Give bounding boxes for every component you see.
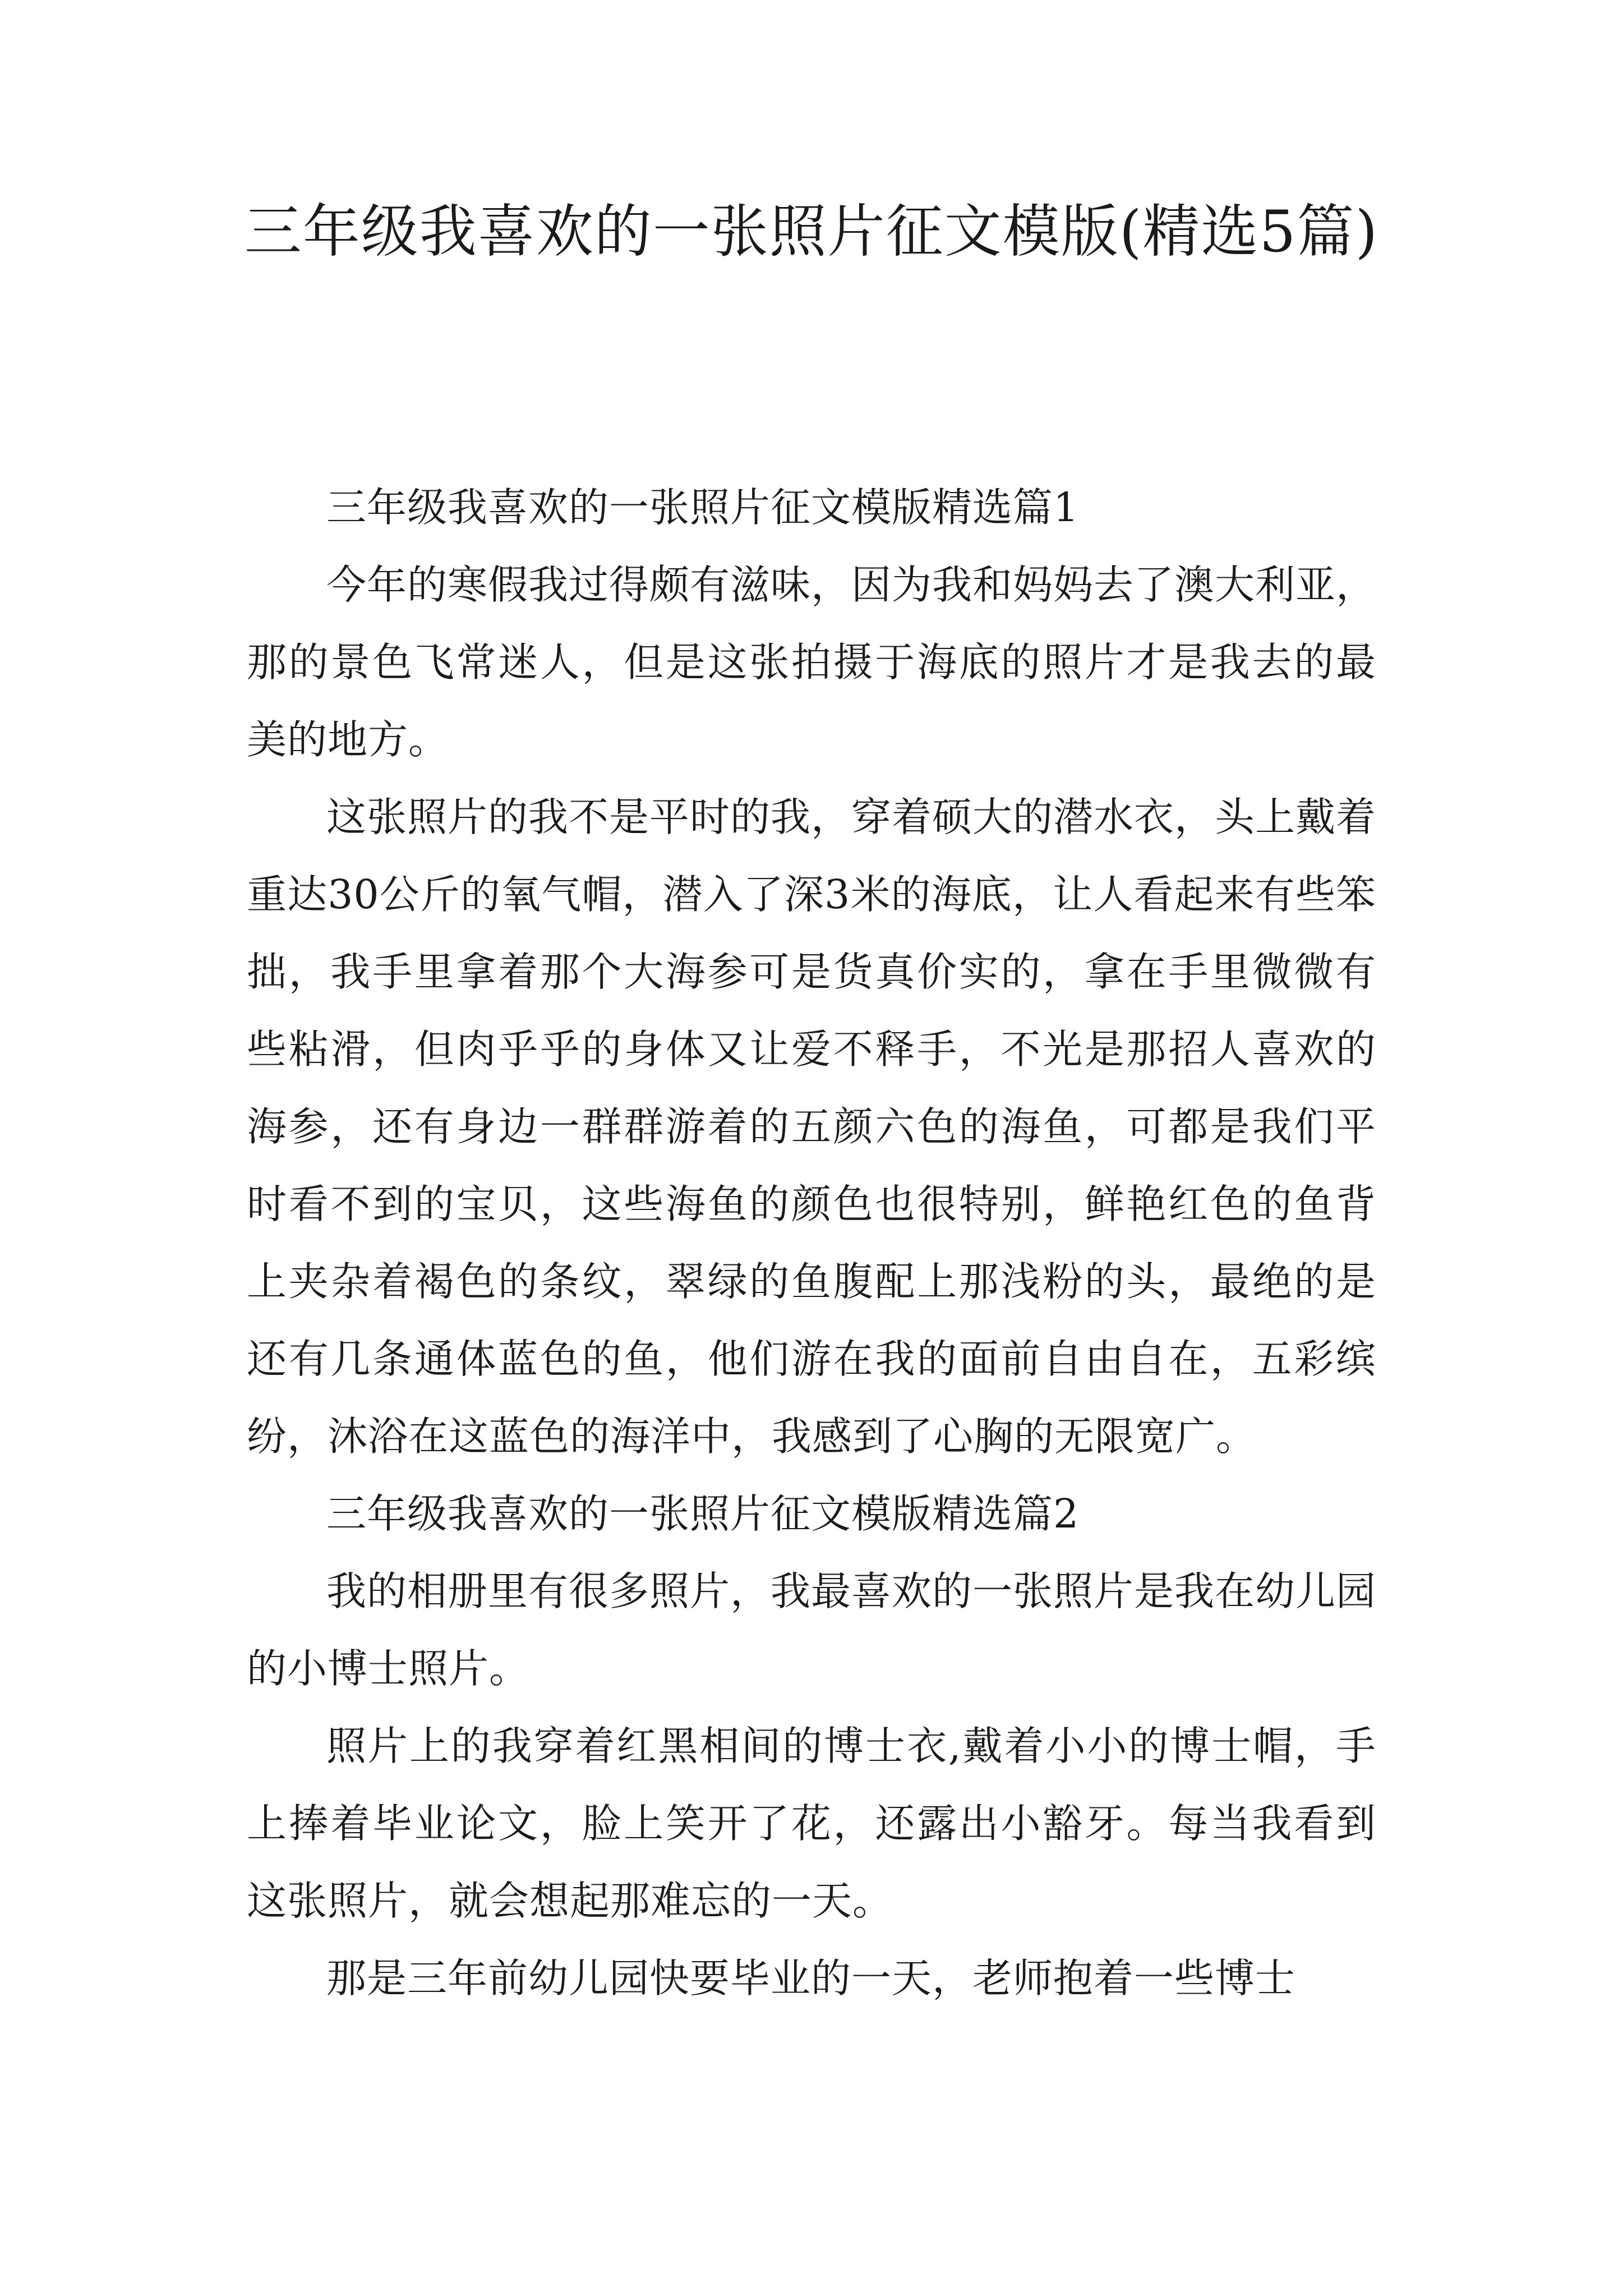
section-heading-1: 三年级我喜欢的一张照片征文模版精选篇1 <box>326 484 1080 531</box>
document-body <box>247 469 1376 2017</box>
paragraph: 那是三年前幼儿园快要毕业的一天，老师抱着一些博士 <box>326 1955 1296 2001</box>
paragraph: 这张照片的我不是平时的我，穿着硕大的潜水衣，头上戴着重达30公斤的氧气帽，潜入了深3米的海底，让人看起来有些笨拙，我手里拿着那个大海参可是货真价实的，拿在手里微微有些粘滑，但肉乎乎的身体又让爱不释手，不光是那招人喜欢的海参，还有身边一群群游着的五颜六色的海鱼，可都是我们平时看不到的宝贝，这些海鱼的颜色也很特别，鲜艳红色的鱼背上夹杂着褐色的条纹，翠绿的鱼腹配上那浅粉的头，最绝的是还有几条通体蓝色的鱼，他们游在我的面前自由自在，五彩缤纷，沐浴在这蓝色的海洋中，我感到了心胸的无限宽广。 <box>247 794 1377 1460</box>
section-heading-2: 三年级我喜欢的一张照片征文模版精选篇2 <box>326 1490 1080 1537</box>
document-title: 三年级我喜欢的一张照片征文模版(精选5篇) <box>244 199 1379 265</box>
paragraph: 今年的寒假我过得颇有滋味，因为我和妈妈去了澳大利亚，那的景色飞常迷人，但是这张拍摄于海底的照片才是我去的最美的地方。 <box>247 562 1377 763</box>
paragraph: 照片上的我穿着红黑相间的博士衣,戴着小小的博士帽，手上捧着毕业论文，脸上笑开了花，还露出小豁牙。每当我看到这张照片，就会想起那难忘的一天。 <box>247 1723 1376 1924</box>
paragraph: 我的相册里有很多照片，我最喜欢的一张照片是我在幼儿园的小博士照片。 <box>247 1568 1377 1692</box>
